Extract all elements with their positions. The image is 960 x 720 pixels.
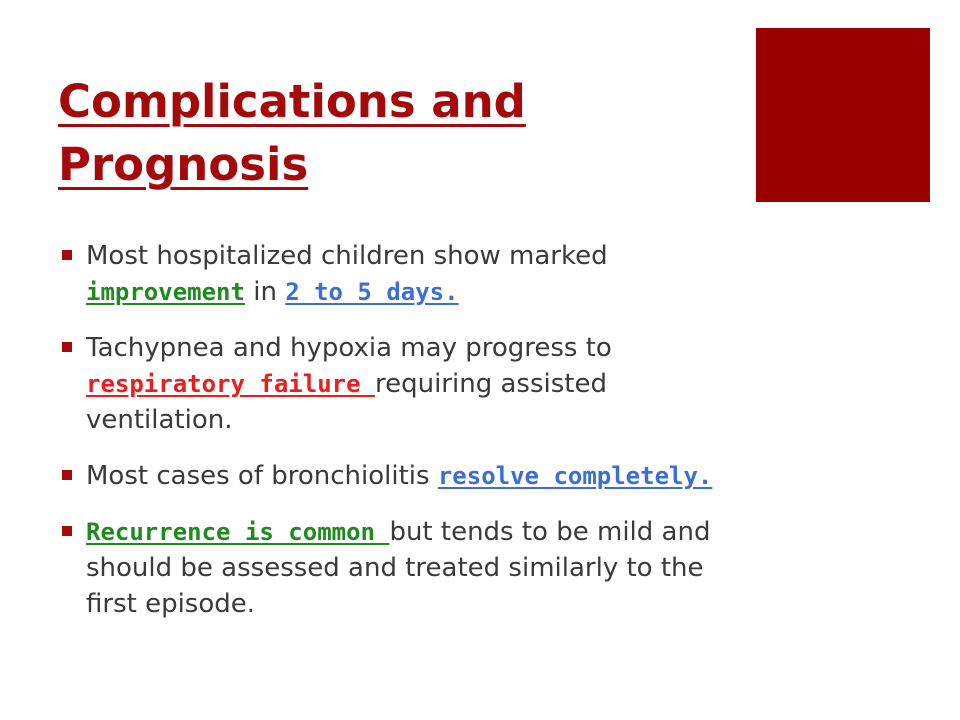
bullet-improvement (62, 238, 732, 310)
square-bullet-icon (62, 250, 72, 260)
title-line-2: Prognosis (58, 138, 309, 191)
square-bullet-icon (62, 526, 72, 536)
square-bullet-icon (62, 470, 72, 480)
highlight-duration: 2 to 5 days. (285, 278, 459, 306)
bullet-recurrence (62, 514, 732, 622)
square-bullet-icon (62, 342, 72, 352)
bullet-text: requiring assisted ventilation. (86, 369, 607, 435)
bullet-list (62, 238, 732, 642)
bullet-resolve (62, 458, 732, 494)
highlight-resolve: resolve completely. (437, 462, 713, 490)
bullet-respiratory-failure (62, 330, 732, 438)
bullet-text: but tends to be mild and should be assessed and treated similarly to the first episode. (86, 517, 711, 619)
accent-square (756, 28, 930, 202)
bullet-text: Most hospitalized children show marked (86, 241, 608, 271)
title-line-1: Complications and (58, 75, 526, 128)
highlight-recurrence: Recurrence is common (86, 518, 390, 546)
highlight-respiratory-failure: respiratory failure (86, 370, 375, 398)
bullet-text: Tachypnea and hypoxia may progress to (86, 333, 612, 363)
bullet-text: in (244, 277, 286, 307)
highlight-improvement: improvement (86, 278, 245, 306)
slide-title (58, 70, 698, 196)
bullet-text: Most cases of bronchiolitis (86, 461, 438, 491)
